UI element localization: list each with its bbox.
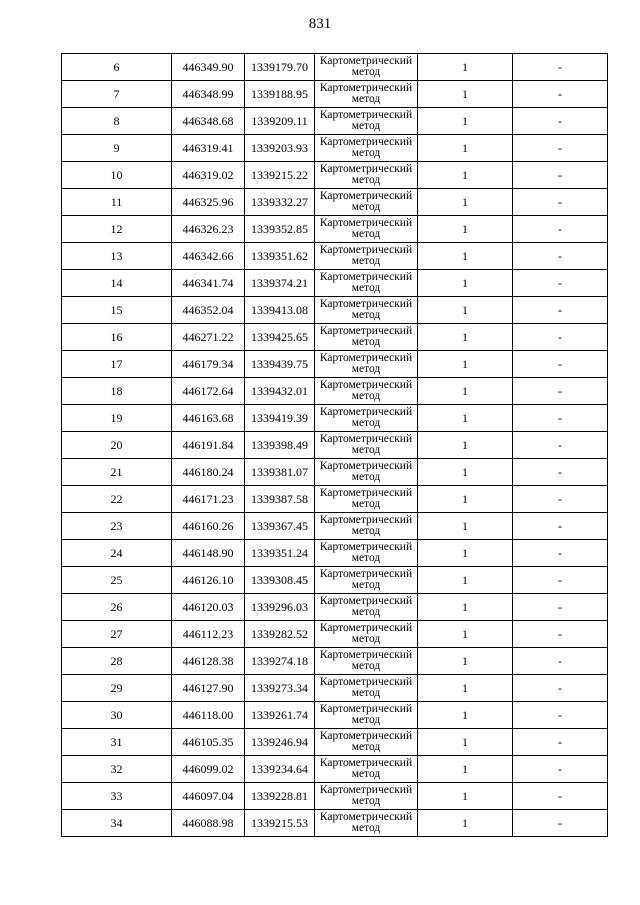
method-line2: метод (351, 201, 381, 213)
table-row (62, 432, 608, 459)
x-coordinate-cell: 446163.68 (172, 405, 245, 432)
x-coordinate-cell: 446128.38 (172, 648, 245, 675)
table-row (62, 81, 608, 108)
accuracy-cell: 1 (418, 270, 513, 297)
method-line2: метод (351, 714, 381, 726)
y-coordinate-cell: 1339188.95 (245, 81, 315, 108)
accuracy-cell: 1 (418, 729, 513, 756)
y-coordinate-cell: 1339274.18 (245, 648, 315, 675)
y-coordinate-cell: 1339296.03 (245, 594, 315, 621)
note-cell: - (513, 702, 608, 729)
table-row (62, 351, 608, 378)
table-row (62, 567, 608, 594)
method-cell (315, 621, 418, 648)
method-line2: метод (351, 228, 381, 240)
method-line1: Картометрический (319, 55, 413, 67)
table-row (62, 405, 608, 432)
method-line1: Картометрический (319, 703, 413, 715)
method-cell (315, 459, 418, 486)
method-cell (315, 243, 418, 270)
method-line2: метод (351, 633, 381, 645)
method-cell (315, 216, 418, 243)
point-number-cell: 32 (62, 756, 172, 783)
method-line2: метод (351, 606, 381, 618)
note-cell: - (513, 648, 608, 675)
method-line2: метод (351, 498, 381, 510)
method-cell (315, 540, 418, 567)
x-coordinate-cell: 446319.41 (172, 135, 245, 162)
x-coordinate-cell: 446160.26 (172, 513, 245, 540)
method-line2: метод (351, 471, 381, 483)
x-coordinate-cell: 446352.04 (172, 297, 245, 324)
method-line1: Картометрический (319, 325, 413, 337)
method-cell (315, 702, 418, 729)
accuracy-cell: 1 (418, 189, 513, 216)
table-row (62, 54, 608, 81)
method-cell (315, 54, 418, 81)
coordinates-table-body (62, 54, 608, 837)
x-coordinate-cell: 446118.00 (172, 702, 245, 729)
note-cell: - (513, 162, 608, 189)
table-row (62, 783, 608, 810)
method-line1: Картометрический (319, 298, 413, 310)
method-cell (315, 729, 418, 756)
x-coordinate-cell: 446120.03 (172, 594, 245, 621)
y-coordinate-cell: 1339246.94 (245, 729, 315, 756)
note-cell: - (513, 405, 608, 432)
note-cell: - (513, 81, 608, 108)
method-cell (315, 648, 418, 675)
y-coordinate-cell: 1339374.21 (245, 270, 315, 297)
method-line1: Картометрический (319, 109, 413, 121)
y-coordinate-cell: 1339234.64 (245, 756, 315, 783)
method-line1: Картометрический (319, 784, 413, 796)
x-coordinate-cell: 446088.98 (172, 810, 245, 837)
table-row (62, 378, 608, 405)
method-line1: Картометрический (319, 163, 413, 175)
accuracy-cell: 1 (418, 378, 513, 405)
method-line2: метод (351, 363, 381, 375)
point-number-cell: 6 (62, 54, 172, 81)
method-cell (315, 135, 418, 162)
point-number-cell: 21 (62, 459, 172, 486)
point-number-cell: 16 (62, 324, 172, 351)
x-coordinate-cell: 446126.10 (172, 567, 245, 594)
method-line1: Картометрический (319, 244, 413, 256)
point-number-cell: 31 (62, 729, 172, 756)
point-number-cell: 23 (62, 513, 172, 540)
accuracy-cell: 1 (418, 54, 513, 81)
table-row (62, 297, 608, 324)
table-row (62, 189, 608, 216)
point-number-cell: 14 (62, 270, 172, 297)
x-coordinate-cell: 446105.35 (172, 729, 245, 756)
accuracy-cell: 1 (418, 486, 513, 513)
method-line1: Картометрический (319, 595, 413, 607)
method-line2: метод (351, 93, 381, 105)
method-line2: метод (351, 66, 381, 78)
method-line1: Картометрический (319, 649, 413, 661)
table-row (62, 648, 608, 675)
note-cell: - (513, 351, 608, 378)
x-coordinate-cell: 446180.24 (172, 459, 245, 486)
method-cell (315, 405, 418, 432)
method-line1: Картометрический (319, 541, 413, 553)
accuracy-cell: 1 (418, 324, 513, 351)
method-cell (315, 567, 418, 594)
note-cell: - (513, 783, 608, 810)
table-row (62, 594, 608, 621)
y-coordinate-cell: 1339351.62 (245, 243, 315, 270)
method-cell (315, 378, 418, 405)
point-number-cell: 34 (62, 810, 172, 837)
x-coordinate-cell: 446112.23 (172, 621, 245, 648)
point-number-cell: 19 (62, 405, 172, 432)
accuracy-cell: 1 (418, 81, 513, 108)
method-line1: Картометрический (319, 82, 413, 94)
method-line1: Картометрический (319, 379, 413, 391)
method-line1: Картометрический (319, 271, 413, 283)
note-cell: - (513, 243, 608, 270)
x-coordinate-cell: 446099.02 (172, 756, 245, 783)
table-row (62, 729, 608, 756)
note-cell: - (513, 270, 608, 297)
y-coordinate-cell: 1339367.45 (245, 513, 315, 540)
page-number: 831 (308, 16, 332, 32)
y-coordinate-cell: 1339413.08 (245, 297, 315, 324)
method-line1: Картометрический (319, 568, 413, 580)
note-cell: - (513, 378, 608, 405)
method-line1: Картометрический (319, 622, 413, 634)
accuracy-cell: 1 (418, 540, 513, 567)
method-cell (315, 108, 418, 135)
method-cell (315, 675, 418, 702)
y-coordinate-cell: 1339215.22 (245, 162, 315, 189)
method-line1: Картометрический (319, 352, 413, 364)
x-coordinate-cell: 446319.02 (172, 162, 245, 189)
y-coordinate-cell: 1339352.85 (245, 216, 315, 243)
accuracy-cell: 1 (418, 432, 513, 459)
method-cell (315, 270, 418, 297)
x-coordinate-cell: 446191.84 (172, 432, 245, 459)
point-number-cell: 9 (62, 135, 172, 162)
accuracy-cell: 1 (418, 567, 513, 594)
method-line2: метод (351, 282, 381, 294)
note-cell: - (513, 459, 608, 486)
method-cell (315, 756, 418, 783)
table-row (62, 162, 608, 189)
point-number-cell: 30 (62, 702, 172, 729)
table-row (62, 810, 608, 837)
accuracy-cell: 1 (418, 702, 513, 729)
method-line1: Картометрический (319, 757, 413, 769)
table-row (62, 270, 608, 297)
table-row (62, 486, 608, 513)
note-cell: - (513, 324, 608, 351)
y-coordinate-cell: 1339282.52 (245, 621, 315, 648)
note-cell: - (513, 756, 608, 783)
y-coordinate-cell: 1339308.45 (245, 567, 315, 594)
accuracy-cell: 1 (418, 297, 513, 324)
accuracy-cell: 1 (418, 513, 513, 540)
y-coordinate-cell: 1339179.70 (245, 54, 315, 81)
y-coordinate-cell: 1339419.39 (245, 405, 315, 432)
method-line1: Картометрический (319, 433, 413, 445)
y-coordinate-cell: 1339203.93 (245, 135, 315, 162)
note-cell: - (513, 729, 608, 756)
x-coordinate-cell: 446097.04 (172, 783, 245, 810)
point-number-cell: 25 (62, 567, 172, 594)
y-coordinate-cell: 1339209.11 (245, 108, 315, 135)
table-row (62, 135, 608, 162)
method-line1: Картометрический (319, 406, 413, 418)
method-line1: Картометрический (319, 811, 413, 823)
table-row (62, 621, 608, 648)
method-line2: метод (351, 822, 381, 834)
accuracy-cell: 1 (418, 405, 513, 432)
y-coordinate-cell: 1339228.81 (245, 783, 315, 810)
x-coordinate-cell: 446349.90 (172, 54, 245, 81)
y-coordinate-cell: 1339398.49 (245, 432, 315, 459)
accuracy-cell: 1 (418, 756, 513, 783)
point-number-cell: 29 (62, 675, 172, 702)
note-cell: - (513, 810, 608, 837)
y-coordinate-cell: 1339425.65 (245, 324, 315, 351)
method-line1: Картометрический (319, 217, 413, 229)
note-cell: - (513, 189, 608, 216)
point-number-cell: 18 (62, 378, 172, 405)
point-number-cell: 22 (62, 486, 172, 513)
x-coordinate-cell: 446341.74 (172, 270, 245, 297)
method-line2: метод (351, 552, 381, 564)
table-row (62, 540, 608, 567)
y-coordinate-cell: 1339215.53 (245, 810, 315, 837)
method-line1: Картометрический (319, 460, 413, 472)
y-coordinate-cell: 1339273.34 (245, 675, 315, 702)
method-cell (315, 81, 418, 108)
method-line1: Картометрический (319, 730, 413, 742)
method-cell (315, 432, 418, 459)
method-line2: метод (351, 255, 381, 267)
accuracy-cell: 1 (418, 162, 513, 189)
note-cell: - (513, 486, 608, 513)
note-cell: - (513, 513, 608, 540)
method-line2: метод (351, 660, 381, 672)
y-coordinate-cell: 1339332.27 (245, 189, 315, 216)
table-row (62, 108, 608, 135)
table-row (62, 324, 608, 351)
x-coordinate-cell: 446348.68 (172, 108, 245, 135)
method-line2: метод (351, 795, 381, 807)
method-line2: метод (351, 741, 381, 753)
note-cell: - (513, 297, 608, 324)
accuracy-cell: 1 (418, 459, 513, 486)
x-coordinate-cell: 446325.96 (172, 189, 245, 216)
point-number-cell: 8 (62, 108, 172, 135)
method-cell (315, 810, 418, 837)
accuracy-cell: 1 (418, 648, 513, 675)
x-coordinate-cell: 446179.34 (172, 351, 245, 378)
point-number-cell: 27 (62, 621, 172, 648)
method-cell (315, 783, 418, 810)
accuracy-cell: 1 (418, 810, 513, 837)
method-line2: метод (351, 768, 381, 780)
x-coordinate-cell: 446326.23 (172, 216, 245, 243)
note-cell: - (513, 432, 608, 459)
method-line2: метод (351, 444, 381, 456)
method-cell (315, 324, 418, 351)
method-line2: метод (351, 120, 381, 132)
method-cell (315, 513, 418, 540)
y-coordinate-cell: 1339381.07 (245, 459, 315, 486)
table-row (62, 756, 608, 783)
x-coordinate-cell: 446271.22 (172, 324, 245, 351)
point-number-cell: 20 (62, 432, 172, 459)
point-number-cell: 28 (62, 648, 172, 675)
note-cell: - (513, 54, 608, 81)
method-line1: Картометрический (319, 487, 413, 499)
point-number-cell: 26 (62, 594, 172, 621)
accuracy-cell: 1 (418, 783, 513, 810)
point-number-cell: 7 (62, 81, 172, 108)
note-cell: - (513, 594, 608, 621)
accuracy-cell: 1 (418, 594, 513, 621)
y-coordinate-cell: 1339387.58 (245, 486, 315, 513)
x-coordinate-cell: 446172.64 (172, 378, 245, 405)
y-coordinate-cell: 1339432.01 (245, 378, 315, 405)
accuracy-cell: 1 (418, 243, 513, 270)
point-number-cell: 24 (62, 540, 172, 567)
x-coordinate-cell: 446171.23 (172, 486, 245, 513)
point-number-cell: 13 (62, 243, 172, 270)
table-row (62, 243, 608, 270)
table-row (62, 216, 608, 243)
accuracy-cell: 1 (418, 216, 513, 243)
note-cell: - (513, 567, 608, 594)
point-number-cell: 12 (62, 216, 172, 243)
note-cell: - (513, 135, 608, 162)
accuracy-cell: 1 (418, 108, 513, 135)
x-coordinate-cell: 446127.90 (172, 675, 245, 702)
method-cell (315, 297, 418, 324)
accuracy-cell: 1 (418, 621, 513, 648)
note-cell: - (513, 621, 608, 648)
coordinates-table (61, 53, 608, 837)
method-line2: метод (351, 390, 381, 402)
method-line1: Картометрический (319, 136, 413, 148)
accuracy-cell: 1 (418, 351, 513, 378)
point-number-cell: 33 (62, 783, 172, 810)
x-coordinate-cell: 446348.99 (172, 81, 245, 108)
method-cell (315, 486, 418, 513)
method-line1: Картометрический (319, 676, 413, 688)
y-coordinate-cell: 1339261.74 (245, 702, 315, 729)
accuracy-cell: 1 (418, 675, 513, 702)
note-cell: - (513, 675, 608, 702)
method-line2: метод (351, 417, 381, 429)
method-line2: метод (351, 309, 381, 321)
note-cell: - (513, 108, 608, 135)
method-line2: метод (351, 579, 381, 591)
method-cell (315, 594, 418, 621)
method-cell (315, 162, 418, 189)
table-row (62, 513, 608, 540)
y-coordinate-cell: 1339351.24 (245, 540, 315, 567)
point-number-cell: 11 (62, 189, 172, 216)
method-cell (315, 351, 418, 378)
note-cell: - (513, 540, 608, 567)
accuracy-cell: 1 (418, 135, 513, 162)
table-row (62, 702, 608, 729)
note-cell: - (513, 216, 608, 243)
method-line2: метод (351, 525, 381, 537)
x-coordinate-cell: 446342.66 (172, 243, 245, 270)
method-line2: метод (351, 147, 381, 159)
x-coordinate-cell: 446148.90 (172, 540, 245, 567)
y-coordinate-cell: 1339439.75 (245, 351, 315, 378)
point-number-cell: 15 (62, 297, 172, 324)
method-line2: метод (351, 336, 381, 348)
point-number-cell: 10 (62, 162, 172, 189)
table-row (62, 675, 608, 702)
point-number-cell: 17 (62, 351, 172, 378)
method-line1: Картометрический (319, 514, 413, 526)
table-row (62, 459, 608, 486)
method-line2: метод (351, 687, 381, 699)
method-line1: Картометрический (319, 190, 413, 202)
method-cell (315, 189, 418, 216)
method-line2: метод (351, 174, 381, 186)
